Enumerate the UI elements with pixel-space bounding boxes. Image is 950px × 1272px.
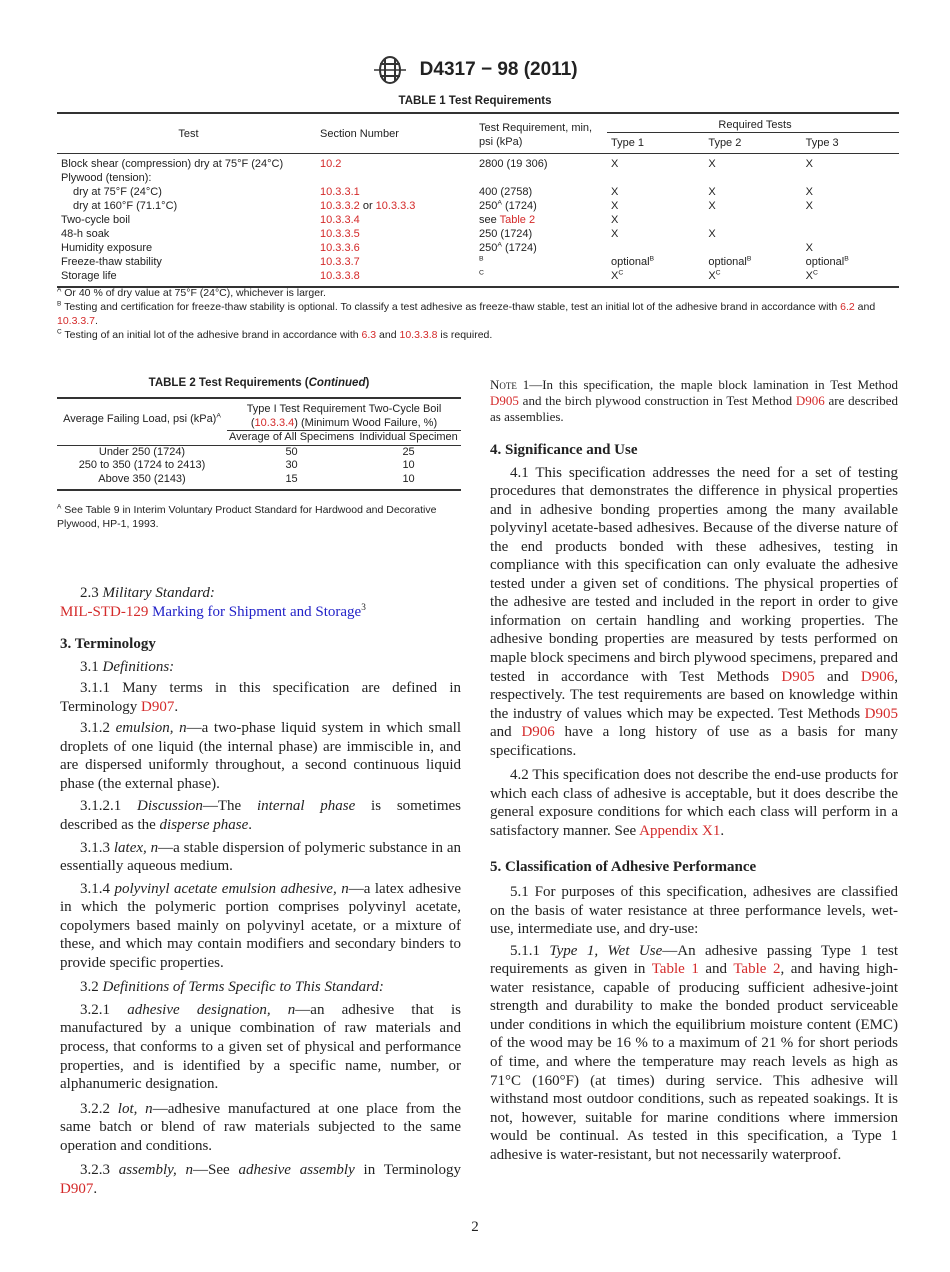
reference-link[interactable]: Table 2	[733, 961, 781, 978]
paragraph	[60, 797, 461, 834]
text-run: 250	[479, 242, 498, 254]
superscript: B	[746, 255, 752, 263]
text-run: X	[708, 158, 716, 170]
text-run: is required.	[437, 329, 493, 341]
cell-avg: 50	[285, 445, 298, 458]
cell-t2	[704, 255, 801, 269]
text-run: X	[805, 270, 813, 282]
cell-section	[316, 241, 475, 255]
text-run: 250 (1724)	[479, 228, 533, 240]
text-run: 1—In this specification, the maple block lamination in Test Method	[516, 377, 898, 392]
text-run: , and having high-water resistance, capable of producing sufficient adhesive-joint strength and durability to make the bonded product serviceable under conditions in which the equilibrium moisture content (EMC) of the wood may be 16 % to a maximum of 21 % for short periods of time, and where the temperature may reach levels as high as 71°C (160°F) (at times) during service. This adhesive will withstand most outdoor conditions, such as repeated soakings. It is not, however, suitable for marine conditions where immersion would be continual. As tested in this specification, a Type 1 adhesive is water-resistant, but not necessarily waterproof.	[490, 961, 898, 1163]
text-run: 3.1.2.1	[80, 798, 138, 815]
col-header-average: Average of All Specimens	[228, 431, 355, 443]
col-header-individual: Individual Specimen	[356, 431, 461, 446]
text-run: and	[490, 724, 522, 741]
cell-ind: 10	[402, 459, 415, 471]
col-header-type3: Type 3	[802, 133, 899, 154]
text-run: 4.2 This specification does not describe the end-use products for which each class of adhesive is acceptable, but it does describe the general exposure conditions for which each class will perform in a satisfactory manner. See	[490, 767, 898, 839]
superscript: 3	[361, 602, 366, 613]
paragraph	[60, 1100, 461, 1156]
reference-link[interactable]: 10.3.3.7	[320, 256, 360, 268]
paragraph	[60, 880, 461, 973]
col-header-requirement: Test Requirement, min, psi (kPa)	[475, 113, 607, 154]
text-run: X	[805, 186, 813, 198]
cell-t3	[802, 199, 899, 213]
reference-link[interactable]: D906	[860, 668, 895, 685]
reference-link[interactable]: Marking for Shipment and Storage	[148, 603, 362, 620]
text-run: 3.1.1 Many terms in this specification are defined in Terminology	[60, 680, 461, 715]
cell-t3	[802, 255, 899, 269]
reference-link[interactable]: 10.3.3.8	[399, 329, 438, 341]
text-run: 3.1	[80, 658, 103, 675]
text-run: Continued	[308, 377, 366, 389]
reference-link[interactable]: D906	[521, 724, 555, 741]
text-run: latex, n	[113, 839, 159, 856]
text-run: X	[708, 200, 716, 212]
reference-link[interactable]: 10.3.3.1	[320, 186, 360, 198]
reference-link[interactable]: 10.3.3.5	[320, 228, 360, 240]
superscript: C	[479, 269, 484, 277]
reference-link[interactable]: D907	[141, 698, 175, 715]
text-run: )	[365, 377, 370, 389]
text-run: .	[174, 698, 179, 715]
cell-test: dry at 75°F (24°C)	[73, 186, 162, 198]
text-run: Definitions of Terms Specific to This Standard:	[102, 979, 384, 996]
cell-t3	[802, 213, 899, 227]
text-run: assembly, n	[118, 1162, 194, 1179]
text-run: 4. Significance and Use	[490, 442, 638, 458]
superscript: A	[216, 412, 221, 420]
text-run: lot, n	[117, 1100, 153, 1117]
reference-link[interactable]: 6.3	[361, 329, 377, 341]
text-run: .	[248, 817, 253, 834]
text-run: Testing and certification for freeze-thaw stability is optional. To classify a test adhesive as freeze-thaw stable, test an initial lot of the adhesive brand in accordance with	[61, 301, 841, 313]
cell-t1	[607, 185, 704, 199]
cell-t1	[607, 241, 704, 255]
table2-title	[57, 377, 461, 389]
text-run: 2800 (19 306)	[479, 158, 548, 170]
superscript: A	[57, 286, 62, 294]
cell-t1	[607, 227, 704, 241]
left-column	[60, 584, 461, 1198]
text-run: X	[805, 200, 813, 212]
cell-t1	[607, 154, 704, 172]
col-header-load	[57, 398, 227, 445]
superscript: B	[844, 255, 849, 263]
text-run: disperse phase	[159, 817, 249, 834]
paragraph	[60, 679, 461, 716]
reference-link[interactable]: 10.3.3.4	[254, 416, 295, 429]
text-run: .	[93, 1180, 98, 1197]
reference-link[interactable]: Table 1	[651, 961, 699, 978]
col-header-group	[227, 398, 461, 431]
text-run: 3.2.3	[80, 1162, 119, 1179]
reference-link[interactable]: MIL-STD-129	[60, 603, 149, 620]
cell-t1	[607, 199, 704, 213]
paragraph	[60, 658, 461, 677]
text-run: , respectively. The test requirements are based on knowledge within the industry of values which may be expected. Test Methods	[490, 668, 898, 722]
text-run: X	[708, 270, 716, 282]
text-run: 250	[479, 200, 498, 212]
cell-t1	[607, 269, 704, 287]
text-run: Average Failing Load, psi (kPa)	[63, 413, 217, 425]
section-heading	[490, 441, 898, 460]
text-run: 400 (2758)	[479, 186, 533, 198]
cell-section	[316, 269, 475, 287]
text-run: —adhesive manufactured at one place from the same batch or blend of raw materials subjected to the same operation and conditions.	[60, 1100, 461, 1154]
text-run: Discussion	[137, 798, 203, 815]
cell-t2	[704, 241, 801, 255]
table1	[57, 112, 899, 288]
text-run: —an adhesive that is manufactured by a unique combination of raw materials and process, that conforms to a given set of physical and performance properties, and is identified by a specific name, number, or alphanumeric designation.	[60, 1001, 461, 1093]
col-header-test: Test	[57, 113, 316, 154]
table-row	[57, 227, 899, 241]
superscript: C	[618, 269, 624, 277]
text-run: .	[94, 315, 98, 327]
text-run: internal phase	[256, 798, 356, 815]
text-run: X	[611, 158, 619, 170]
cell-test: Storage life	[61, 270, 117, 282]
reference-link[interactable]: 10.2	[320, 158, 342, 170]
table-row	[57, 241, 899, 255]
superscript: B	[649, 255, 655, 263]
text-run: X	[805, 158, 813, 170]
superscript: C	[715, 269, 721, 277]
text-run: optional	[611, 256, 650, 268]
cell-t2	[704, 199, 801, 213]
text-run: optional	[805, 256, 845, 268]
cell-load: Under 250 (1724)	[98, 445, 186, 458]
table-row	[57, 154, 899, 172]
cell-t2	[704, 227, 801, 241]
cell-t2	[704, 185, 801, 199]
text-run: See Table 9 in Interim Voluntary Product Standard for Hardwood and Decorative Plywood, HP-1, 1993.	[57, 504, 437, 530]
footnote-a	[57, 286, 902, 300]
col-header-type1: Type 1	[607, 133, 704, 154]
paragraph	[60, 719, 461, 793]
cell-test: Humidity exposure	[61, 242, 153, 254]
cell-test: dry at 160°F (71.1°C)	[73, 200, 178, 212]
cell-req	[475, 255, 607, 269]
document-designation: D4317 − 98 (2011)	[419, 59, 578, 81]
right-column	[490, 377, 898, 1164]
reference-link[interactable]: 10.3.3.3	[375, 200, 416, 212]
table-row	[57, 199, 899, 213]
text-run: or	[359, 200, 376, 212]
reference-link[interactable]: D905	[864, 705, 898, 722]
cell-section	[316, 255, 475, 269]
superscript: C	[57, 328, 62, 336]
superscript: A	[497, 241, 502, 249]
text-run: polyvinyl acetate emulsion adhesive, n	[114, 880, 349, 897]
paragraph	[60, 839, 461, 876]
paragraph	[490, 942, 898, 1165]
text-run: in Terminology	[354, 1162, 461, 1179]
superscript: A	[57, 503, 62, 511]
superscript: B	[479, 255, 484, 263]
text-run: 3. Terminology	[60, 636, 156, 653]
text-run: 3.1.3	[80, 839, 114, 856]
cell-t2	[704, 213, 801, 227]
cell-test: Two-cycle boil	[61, 214, 131, 226]
text-run: X	[611, 228, 619, 240]
cell-t3	[802, 154, 899, 172]
text-run: Type 1, Wet Use	[549, 942, 663, 959]
cell-t1	[607, 255, 704, 269]
section-heading	[490, 858, 898, 877]
cell-req	[475, 213, 607, 227]
cell-t1	[607, 171, 704, 185]
cell-req	[475, 185, 607, 199]
text-run: and the birch plywood construction in Test Method	[518, 393, 796, 408]
paragraph	[60, 978, 461, 997]
text-run: and	[854, 301, 876, 313]
cell-ind: 25	[402, 445, 415, 458]
cell-t2	[704, 269, 801, 287]
text-run: TABLE 2 Test Requirements (	[148, 377, 309, 389]
superscript: A	[497, 199, 502, 207]
text-run: 5.1 For purposes of this specification, adhesives are classified on the basis of water resistance at three performance levels, wet-use, intermediate use, and dry-use:	[490, 884, 898, 938]
text-run: Type I Test Requirement Two-Cycle Boil (	[246, 403, 442, 429]
note	[490, 377, 898, 425]
text-run: 3.2.2	[80, 1100, 118, 1117]
text-run: adhesive assembly	[238, 1162, 355, 1179]
table1-title: TABLE 1 Test Requirements	[398, 95, 552, 107]
text-run: X	[611, 186, 619, 198]
paragraph	[490, 464, 898, 761]
cell-req	[475, 171, 607, 185]
cell-section	[316, 185, 475, 199]
cell-req	[475, 241, 607, 255]
table-row	[57, 473, 461, 491]
cell-test: 48-h soak	[61, 228, 110, 240]
reference-link[interactable]: 10.3.3.2	[320, 200, 360, 212]
text-run: Testing of an initial lot of the adhesive brand in accordance with	[61, 329, 362, 341]
paragraph	[60, 1161, 461, 1198]
cell-t3	[802, 227, 899, 241]
footnote-c	[57, 328, 902, 342]
text-run: —The	[202, 798, 257, 815]
footnote-b	[57, 300, 902, 328]
text-run: are described as assemblies.	[490, 393, 898, 424]
table-row	[57, 269, 899, 287]
reference-link[interactable]: D907	[60, 1180, 94, 1197]
paragraph	[490, 766, 898, 840]
cell-load: 250 to 350 (1724 to 2413)	[78, 459, 206, 471]
text-run: Or 40 % of dry value at 75°F (24°C), whichever is larger.	[61, 287, 326, 299]
text-run: —a stable dispersion of polymeric substance in an essentially aqueous medium.	[60, 839, 462, 875]
cell-test: Plywood (tension):	[61, 172, 152, 184]
text-run: adhesive designation, n	[127, 1001, 296, 1018]
paragraph	[60, 603, 461, 622]
cell-t2	[704, 154, 801, 172]
text-run: Definitions:	[102, 658, 175, 675]
table-row	[57, 185, 899, 199]
text-run: 3.1.4	[80, 880, 115, 897]
text-run: (1724)	[501, 242, 537, 254]
section-heading	[60, 635, 461, 654]
reference-link[interactable]: Table 2	[499, 214, 536, 226]
cell-section	[316, 171, 475, 185]
reference-link[interactable]: 6.2	[840, 301, 855, 313]
cell-t3	[802, 171, 899, 185]
reference-link[interactable]: D906	[795, 393, 825, 408]
paragraph	[60, 584, 461, 603]
cell-req	[475, 154, 607, 172]
cell-test: Block shear (compression) dry at 75°F (24°C)	[61, 158, 284, 170]
text-run: —a latex adhesive in which the polymeric portion comprises polyvinyl acetate, copolymers based mainly on polyvinyl acetate, or a mixture of these, and which may contain modifiers and secondary binders to provide specific properties.	[60, 880, 461, 971]
astm-logo-icon	[372, 56, 408, 84]
reference-link[interactable]: Appendix X1	[639, 822, 721, 839]
text-run: —See	[193, 1162, 239, 1179]
text-run: 3.1.2	[80, 720, 116, 737]
text-run: is sometimes described as the	[60, 798, 461, 834]
cell-load: Above 350 (2143)	[98, 472, 186, 485]
text-run: 3.2	[80, 979, 103, 996]
col-header-required-tests: Required Tests	[607, 113, 899, 133]
col-header-type2: Type 2	[704, 133, 801, 154]
page-number: 2	[471, 1219, 479, 1235]
table2-footnote	[57, 503, 463, 531]
reference-link[interactable]: D905	[490, 393, 519, 408]
cell-t2	[704, 171, 801, 185]
text-run: 2.3	[80, 585, 103, 601]
page-header	[0, 56, 950, 84]
col-header-section: Section Number	[316, 113, 475, 154]
cell-section	[316, 213, 475, 227]
text-run: X	[708, 186, 716, 198]
text-run: emulsion, n	[115, 720, 187, 737]
text-run: see	[479, 214, 500, 226]
text-run: —An adhesive passing Type 1 test requirements as given in	[490, 942, 898, 978]
table-row	[57, 459, 461, 473]
superscript: B	[57, 300, 62, 308]
text-run: Military Standard:	[102, 585, 215, 601]
text-run: —a two-phase liquid system in which small droplets of one liquid (the internal phase) are immiscible in, and are dispersed uniformly throughout, a second continuous liquid phase (the external phase).	[60, 720, 461, 792]
reference-link[interactable]: 10.3.3.4	[320, 214, 360, 226]
text-run: Note	[490, 377, 517, 392]
reference-link[interactable]: 10.3.3.8	[320, 270, 360, 282]
cell-t3	[802, 269, 899, 287]
table-row	[57, 445, 461, 459]
table-row	[57, 255, 899, 269]
text-run: X	[611, 200, 619, 212]
cell-t3	[802, 185, 899, 199]
cell-avg: 30	[285, 459, 298, 471]
paragraph	[60, 1001, 461, 1094]
text-run: ) (Minimum Wood Failure, %)	[294, 416, 438, 429]
text-run: .	[720, 822, 725, 839]
table-row	[57, 213, 899, 227]
reference-link[interactable]: 10.3.3.6	[320, 242, 360, 254]
text-run: X	[611, 270, 619, 282]
table1-footnotes	[57, 286, 902, 342]
text-run: (1724)	[501, 200, 537, 212]
text-run: and	[814, 668, 861, 685]
text-run: optional	[708, 256, 747, 268]
text-run: 5. Classification of Adhesive Performance	[490, 859, 757, 876]
cell-test: Freeze-thaw stability	[61, 256, 162, 268]
text-run: X	[805, 242, 813, 254]
cell-section	[316, 227, 475, 241]
cell-t3	[802, 241, 899, 255]
text-run: X	[611, 214, 619, 226]
cell-t1	[607, 213, 704, 227]
cell-avg: 15	[285, 472, 298, 485]
cell-ind: 10	[402, 472, 415, 485]
text-run: X	[708, 228, 716, 240]
table-row	[57, 171, 899, 185]
text-run: and	[698, 961, 734, 978]
cell-section	[316, 199, 475, 213]
text-run: 4.1 This specification addresses the need for a set of testing procedures that demonstrates the difference in physical properties and in adhesive bonding properties among the many available polyvinyl acetate-based adhesives. Because of the diverse nature of the end products bonded with these adhesives, testing in compliance with this specification can only evaluate the adhesive tested under a given set of conditions. The physical properties of the adhesive are tested and included in the report in order to give information on certain handling and working properties. The adhesive bonding properties are measured by tests performed on maple block specimens and birch plywood specimens, prepared and tested in accordance with Test Methods	[490, 464, 898, 685]
text-run: 3.2.1	[80, 1001, 128, 1018]
cell-req	[475, 269, 607, 287]
reference-link[interactable]: 10.3.3.7	[57, 315, 95, 327]
text-run: 5.1.1	[510, 942, 550, 959]
table2	[57, 397, 461, 491]
reference-link[interactable]: D905	[781, 668, 815, 685]
cell-req	[475, 227, 607, 241]
cell-req	[475, 199, 607, 213]
paragraph	[490, 883, 898, 939]
text-run: and	[376, 329, 400, 341]
cell-section	[316, 154, 475, 172]
text-run: have a long history of use as a basis for many specifications.	[490, 724, 898, 759]
superscript: C	[813, 269, 818, 277]
